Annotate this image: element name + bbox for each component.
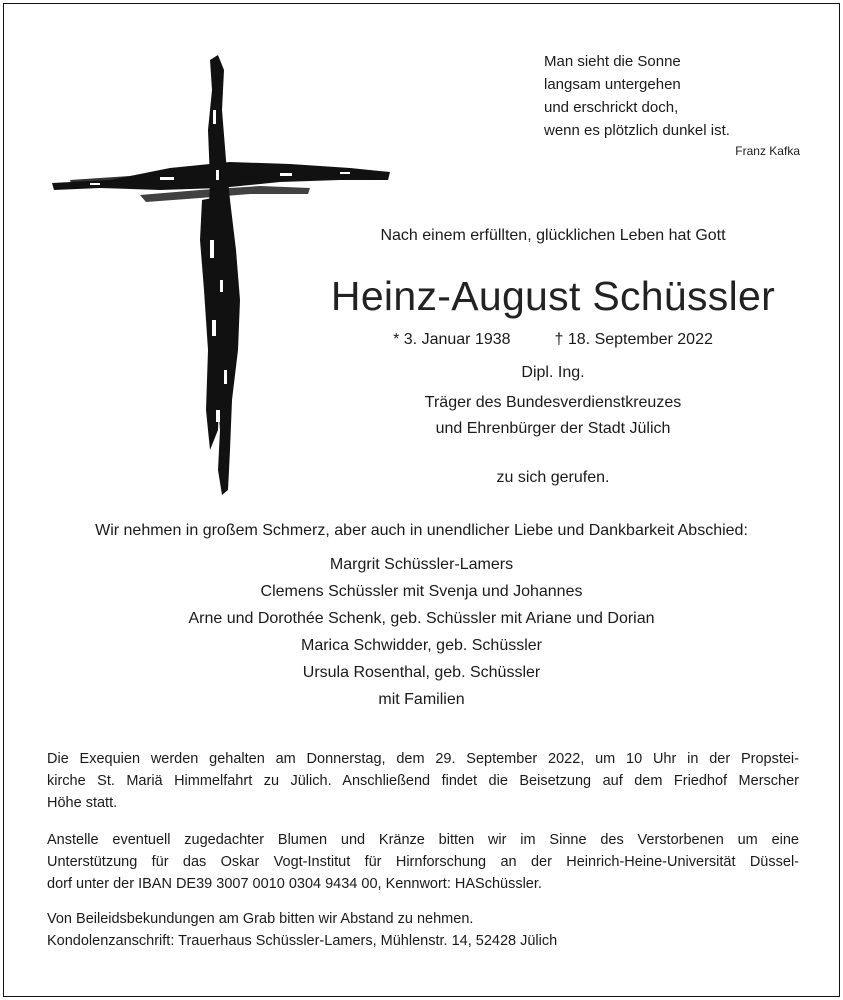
honor-line: Träger des Bundesverdienstkreuzes: [424, 394, 682, 411]
condolence-address: Kondolenzanschrift: Trauerhaus Schüssler-Lamers, Mühlenstr. 14, 52428 Jülich: [47, 933, 558, 949]
farewell-line: Wir nehmen in großem Schmerz, aber auch in unendlicher Liebe und Dankbarkeit Abschied:: [95, 522, 748, 539]
mourner-item: Margrit Schüssler-Lamers: [329, 556, 514, 573]
exequien-paragraph: [47, 748, 799, 814]
intro-line: Nach einem erfüllten, glücklichen Leben hat Gott: [380, 227, 726, 244]
academic-title: Dipl. Ing.: [521, 364, 585, 381]
paragraph-line: Die Exequien werden gehalten am Donnerstag, dem 29. September 2022, um 10 Uhr in der Propstei-: [47, 751, 799, 767]
mourner-item: Marica Schwidder, geb. Schüssler: [301, 637, 542, 654]
paragraph-line: dorf unter der IBAN DE39 3007 0010 0304 9434 00, Kennwort: HASchüssler.: [47, 876, 542, 892]
condolence-paragraph: [47, 908, 799, 952]
mourner-item: Ursula Rosenthal, geb. Schüssler: [302, 664, 541, 681]
death-date: † 18. September 2022: [554, 331, 713, 348]
quote-line: Man sieht die Sonne: [544, 53, 681, 70]
called-line: zu sich gerufen.: [496, 469, 610, 486]
mourner-item: Clemens Schüssler mit Svenja und Johannes: [260, 583, 583, 600]
quote-author: Franz Kafka: [735, 144, 800, 158]
kafka-quote: [544, 50, 804, 160]
honors: [300, 390, 806, 442]
paragraph-line: Unterstützung für das Oskar Vogt-Institut für Hirnforschung an der Heinrich-Heine-Universität Düssel-: [47, 854, 799, 870]
mourner-item: Arne und Dorothée Schenk, geb. Schüssler mit Ariane und Dorian: [188, 610, 655, 627]
life-dates: [300, 327, 806, 353]
paragraph-line: kirche St. Mariä Himmelfahrt zu Jülich. Anschließend findet die Beisetzung auf dem Friedhof Merscher: [47, 773, 799, 789]
quote-line: langsam untergehen: [544, 76, 681, 93]
paragraph-line: Anstelle eventuell zugedachter Blumen und Kränze bitten wir im Sinne des Verstorbenen um eine: [47, 832, 799, 848]
birth-date: * 3. Januar 1938: [393, 331, 511, 348]
paragraph-line: Höhe statt.: [47, 795, 118, 811]
quote-line: wenn es plötzlich dunkel ist.: [544, 122, 730, 139]
paragraph-line: Von Beileidsbekundungen am Grab bitten wir Abstand zu nehmen.: [47, 911, 474, 927]
honor-line: und Ehrenbürger der Stadt Jülich: [435, 420, 671, 437]
quote-line: und erschrickt doch,: [544, 99, 679, 116]
donation-paragraph: [47, 829, 799, 895]
mourners-list: [30, 551, 813, 713]
deceased-name: Heinz-August Schüssler: [330, 273, 776, 319]
mourner-item: mit Familien: [378, 691, 465, 708]
